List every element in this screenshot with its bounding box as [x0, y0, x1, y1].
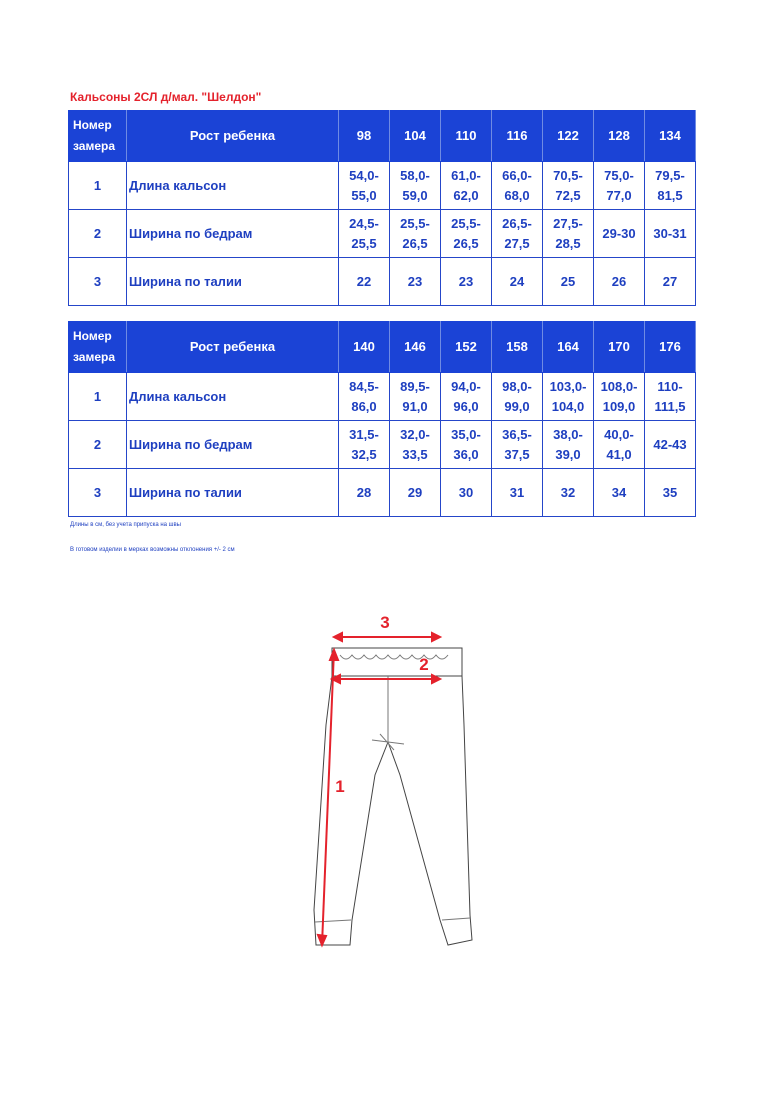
measurement-cell: 28 — [339, 469, 390, 517]
size-table-2 — [68, 321, 696, 517]
measurement-cell: 27,5-28,5 — [543, 210, 594, 258]
header-number-label: Номер замера — [69, 322, 127, 373]
header-size: 152 — [441, 322, 492, 373]
measurement-cell: 30 — [441, 469, 492, 517]
header-size: 140 — [339, 322, 390, 373]
measurement-cell: 26 — [594, 258, 645, 306]
table-header-row — [69, 111, 696, 162]
measurement-cell: 110-111,5 — [645, 373, 696, 421]
measurement-cell: 98,0-99,0 — [492, 373, 543, 421]
measurement-cell: 54,0-55,0 — [339, 162, 390, 210]
pants-outline — [314, 648, 472, 945]
row-number: 1 — [69, 373, 127, 421]
measurement-cell: 26,5-27,5 — [492, 210, 543, 258]
measurement-cell: 36,5-37,5 — [492, 421, 543, 469]
size-table-1 — [68, 110, 696, 306]
label-length: 1 — [335, 777, 345, 796]
measurement-cell: 31,5-32,5 — [339, 421, 390, 469]
table-row — [69, 469, 696, 517]
header-height-label: Рост ребенка — [127, 322, 339, 373]
row-number: 1 — [69, 162, 127, 210]
measurement-cell: 94,0-96,0 — [441, 373, 492, 421]
measurement-cell: 25,5-26,5 — [390, 210, 441, 258]
table-row — [69, 210, 696, 258]
measurement-cell: 23 — [441, 258, 492, 306]
measurement-cell: 103,0-104,0 — [543, 373, 594, 421]
header-size: 134 — [645, 111, 696, 162]
table-row — [69, 373, 696, 421]
measurement-cell: 35 — [645, 469, 696, 517]
table-row — [69, 258, 696, 306]
row-number: 3 — [69, 469, 127, 517]
header-height-label: Рост ребенка — [127, 111, 339, 162]
header-size: 176 — [645, 322, 696, 373]
row-label: Ширина по талии — [127, 469, 339, 517]
header-size: 104 — [390, 111, 441, 162]
measurement-cell: 40,0-41,0 — [594, 421, 645, 469]
note-tolerance: В готовом изделии в мерках возможны отклонения +/- 2 см — [70, 547, 235, 553]
measurement-cell: 34 — [594, 469, 645, 517]
header-number-label: Номер замера — [69, 111, 127, 162]
measurement-cell: 32,0-33,5 — [390, 421, 441, 469]
measurement-cell: 25 — [543, 258, 594, 306]
header-size: 116 — [492, 111, 543, 162]
row-number: 2 — [69, 421, 127, 469]
measurement-cell: 75,0-77,0 — [594, 162, 645, 210]
measurement-cell: 29-30 — [594, 210, 645, 258]
row-label: Ширина по бедрам — [127, 210, 339, 258]
header-size: 110 — [441, 111, 492, 162]
measurement-cell: 32 — [543, 469, 594, 517]
measurement-cell: 84,5-86,0 — [339, 373, 390, 421]
measure-waist — [334, 633, 440, 641]
measurement-cell: 89,5-91,0 — [390, 373, 441, 421]
row-label: Длина кальсон — [127, 373, 339, 421]
measurement-cell: 108,0-109,0 — [594, 373, 645, 421]
measurement-cell: 31 — [492, 469, 543, 517]
measurement-cell: 38,0-39,0 — [543, 421, 594, 469]
measurement-cell: 61,0-62,0 — [441, 162, 492, 210]
measurement-cell: 58,0-59,0 — [390, 162, 441, 210]
measurement-cell: 24,5-25,5 — [339, 210, 390, 258]
measurement-cell: 25,5-26,5 — [441, 210, 492, 258]
note-units: Длины в см, без учета припуска на швы — [70, 522, 181, 528]
header-size: 128 — [594, 111, 645, 162]
header-size: 158 — [492, 322, 543, 373]
header-size: 146 — [390, 322, 441, 373]
measurement-cell: 24 — [492, 258, 543, 306]
header-size: 98 — [339, 111, 390, 162]
measurement-cell: 29 — [390, 469, 441, 517]
header-size: 170 — [594, 322, 645, 373]
measurement-cell: 70,5-72,5 — [543, 162, 594, 210]
measurement-cell: 42-43 — [645, 421, 696, 469]
row-number: 2 — [69, 210, 127, 258]
row-label: Ширина по талии — [127, 258, 339, 306]
waistband — [332, 648, 462, 676]
measurement-cell: 23 — [390, 258, 441, 306]
header-size: 122 — [543, 111, 594, 162]
label-waist: 3 — [380, 613, 390, 632]
measurement-cell: 35,0-36,0 — [441, 421, 492, 469]
measurement-cell: 79,5-81,5 — [645, 162, 696, 210]
table-row — [69, 162, 696, 210]
header-size: 164 — [543, 322, 594, 373]
row-label: Длина кальсон — [127, 162, 339, 210]
table-header-row — [69, 322, 696, 373]
table-row — [69, 421, 696, 469]
measurement-cell: 27 — [645, 258, 696, 306]
document-title: Кальсоны 2СЛ д/мал. "Шелдон" — [70, 90, 262, 104]
row-number: 3 — [69, 258, 127, 306]
measurement-cell: 66,0-68,0 — [492, 162, 543, 210]
pants-diagram — [290, 600, 490, 960]
measurement-cell: 30-31 — [645, 210, 696, 258]
label-hips: 2 — [419, 655, 429, 674]
row-label: Ширина по бедрам — [127, 421, 339, 469]
measurement-cell: 22 — [339, 258, 390, 306]
